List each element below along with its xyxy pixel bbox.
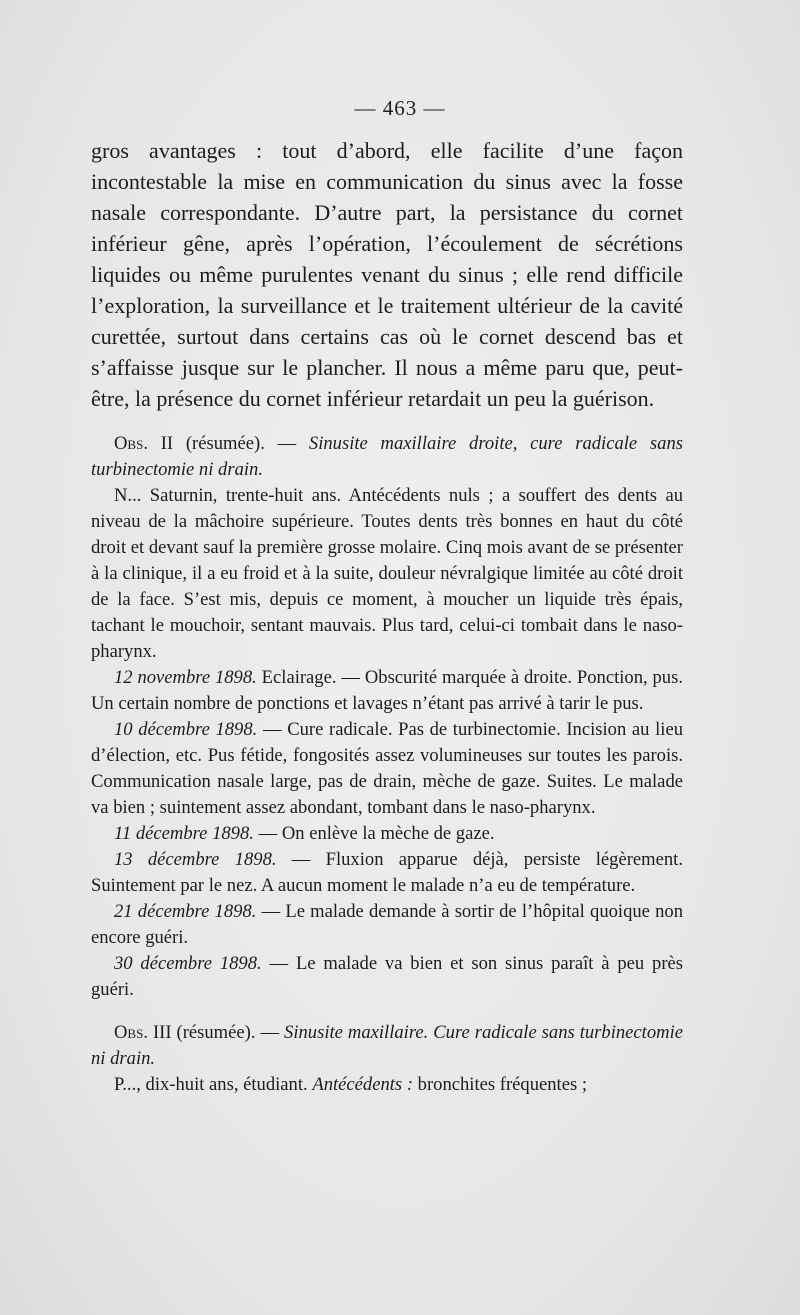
obs2-summary: (résumée). — (185, 433, 297, 454)
obs3-intro: P..., dix-huit ans, étudiant. (114, 1074, 308, 1095)
entry-text: — On enlève la mèche de gaze. (258, 823, 495, 844)
obs2-label: Obs. II (114, 433, 174, 454)
obs2-entry (91, 899, 683, 951)
entry-date: 30 décembre 1898. (114, 953, 262, 974)
obs2-heading (91, 431, 683, 483)
obs2-title: Sinusite maxillaire droite, cure radicale sans turbinectomie ni drain. (91, 433, 683, 480)
page-body (91, 135, 683, 1098)
entry-date: 10 décembre 1898. (114, 719, 258, 740)
antecedents-text: bronchites fréquentes ; (417, 1074, 588, 1095)
entry-text: — Le malade demande à sortir de l’hôpital quoique non encore guéri. (91, 901, 684, 948)
entry-date: 11 décembre 1898. (114, 823, 254, 844)
obs2-entry (91, 717, 683, 821)
obs3-title: Sinusite maxillaire. Cure radicale sans turbinectomie ni drain. (91, 1022, 683, 1069)
obs2-entry (91, 847, 683, 899)
intro-paragraph: gros avantages : tout d’abord, elle facilite d’une façon incontestable la mise en communication du sinus avec la fosse nasale correspondante. D’autre part, la persistance du cornet inférieur gêne, après l’opération, l’écoulement de sécrétions liquides ou même purulentes venant du sinus ; elle rend difficile l’exploration, la surveillance et le traitement ultérieur de la cavité curettée, surtout dans certains cas où le cornet descend bas et s’affaisse jusque sur le plancher. Il nous a même paru que, peut-être, la présence du cornet inférieur retardait un peu la guérison. (91, 138, 683, 411)
entry-text: — Le malade va bien et son sinus paraît à peu près guéri. (91, 953, 683, 1000)
entry-text: — Fluxion apparue déjà, persiste légèrement. Suintement par le nez. A aucun moment le malade n’a eu de température. (91, 849, 683, 896)
entry-date: 21 décembre 1898. (114, 901, 257, 922)
antecedents-label: Antécédents : (312, 1074, 414, 1095)
obs2-history: N... Saturnin, trente-huit ans. Antécédents nuls ; a souffert des dents au niveau de la mâchoire supérieure. Toutes dents très bonnes en haut du côté droit et devant sauf la première grosse molaire. Cinq mois avant de se présenter à la clinique, il a eu froid et à la suite, douleur névralgique limitée au côté droit de la face. S’est mis, depuis ce moment, à moucher un liquide très épais, tachant le mouchoir, sentant mauvais. Plus tard, celui-ci tombait dans le naso-pharynx. (91, 485, 683, 662)
entry-text: Eclairage. — Obscurité marquée à droite. Ponction, pus. Un certain nombre de ponctions et lavages n’étant pas arrivé à tarir le pus. (91, 667, 683, 714)
obs2-entry (91, 951, 683, 1003)
entry-date: 13 décembre 1898. (114, 849, 277, 870)
obs3-heading (91, 1020, 683, 1072)
obs3-label: Obs. III (114, 1022, 172, 1043)
obs2-entry (91, 665, 683, 717)
entry-date: 12 novembre 1898. (114, 667, 257, 688)
obs3-summary: (résumée). — (176, 1022, 280, 1043)
page-number: — 463 — (354, 96, 446, 120)
obs3-history (91, 1072, 683, 1098)
entry-text: — Cure radicale. Pas de turbinectomie. Incision au lieu d’élection, etc. Pus fétide, fongosités assez volumineuses sur toutes les parois. Communication nasale large, pas de drain, mèche de gaze. Suites. Le malade va bien ; suintement assez abondant, tombant dans le naso-pharynx. (91, 719, 683, 818)
obs2-entry (91, 821, 683, 847)
